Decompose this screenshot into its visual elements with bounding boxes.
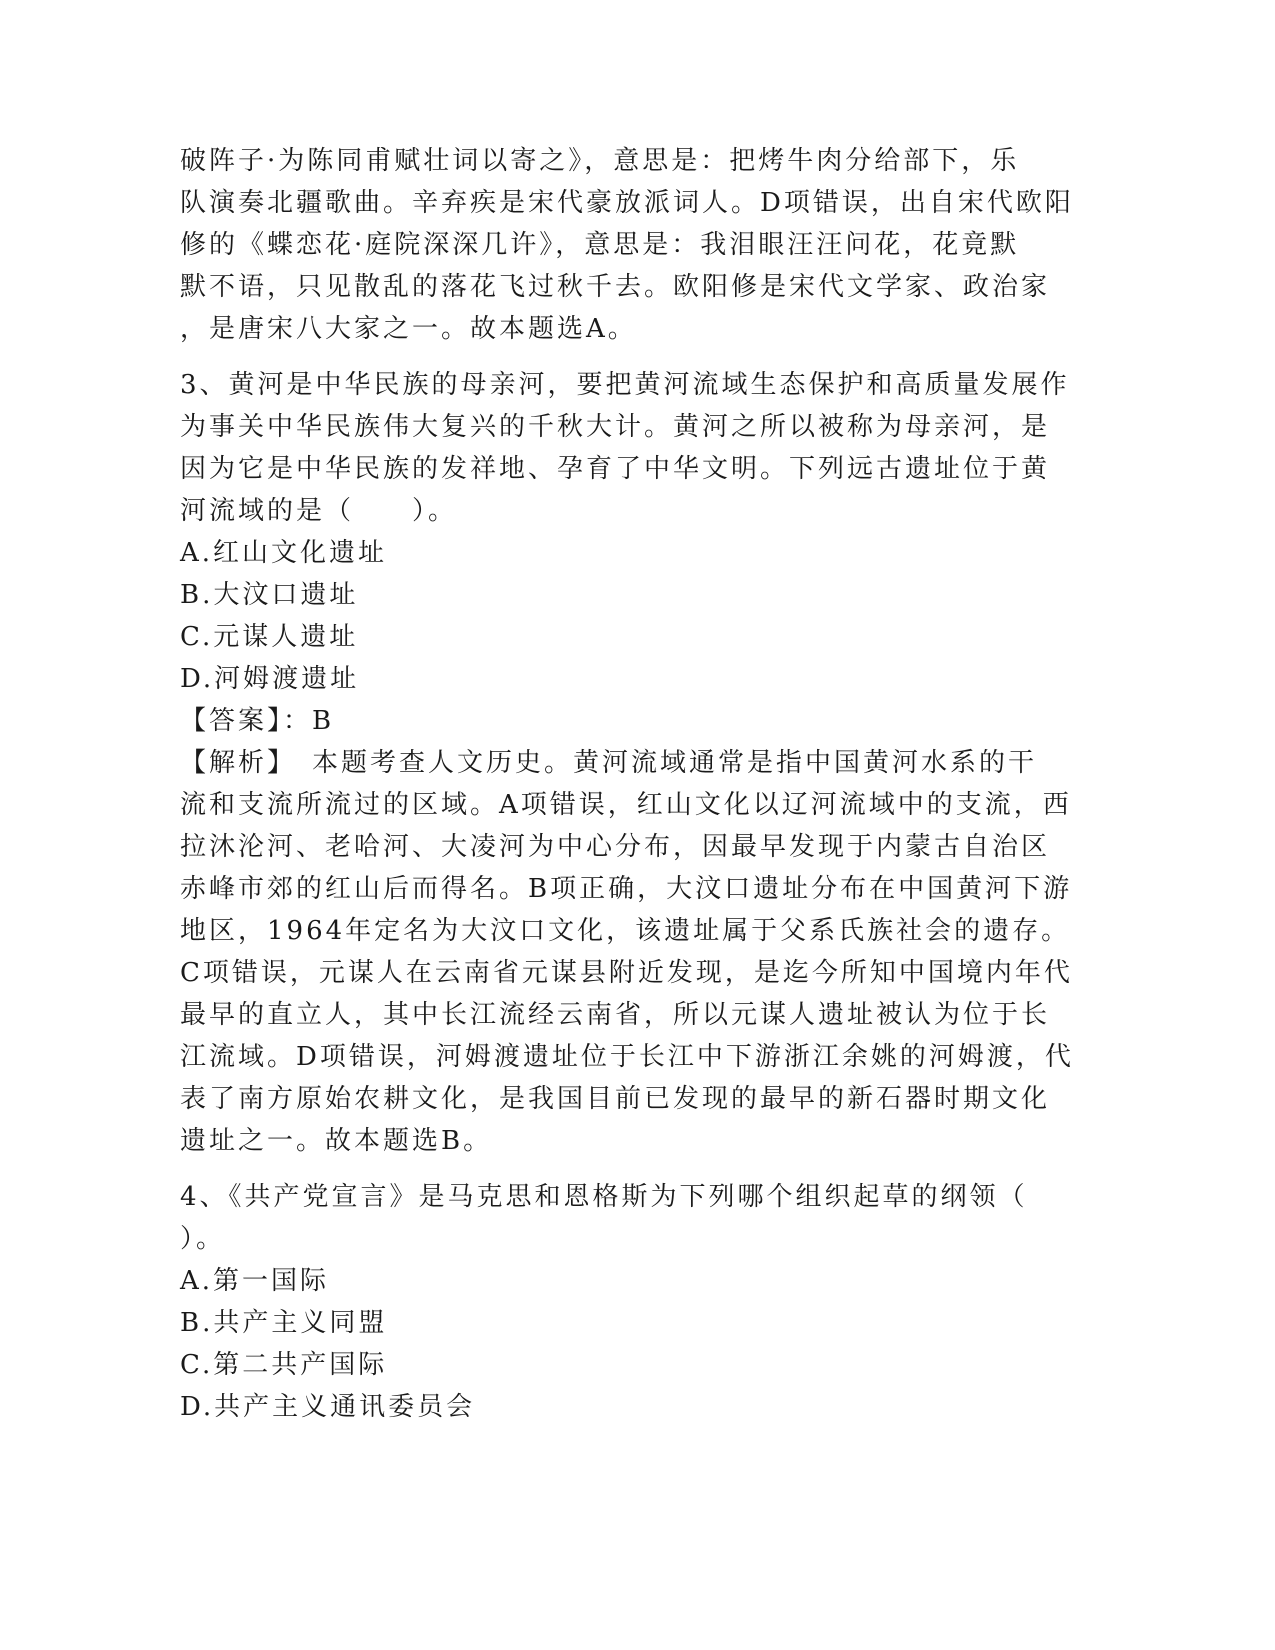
spacer [180, 350, 1040, 364]
analysis-block [180, 742, 1074, 1162]
stem-line: 河流域的是（ ）。 [180, 496, 458, 526]
options-list [180, 1260, 1040, 1428]
document-page [180, 140, 1074, 1428]
stem-line: 因为它是中华民族的发祥地、孕育了中华文明。下列远古遗址位于黄 [180, 454, 1051, 484]
analysis-line: 赤峰市郊的红山后而得名。B项正确，大汶口遗址分布在中国黄河下游 [180, 874, 1073, 904]
analysis-line: 【解析】 本题考查人文历史。黄河流域通常是指中国黄河水系的干 [180, 748, 1038, 778]
option-b: B.大汶口遗址 [180, 580, 359, 610]
analysis-line: C项错误，元谋人在云南省元谋县附近发现，是迄今所知中国境内年代 [180, 958, 1073, 988]
answer-line: 【答案】：B [180, 706, 335, 736]
option-b: B.共产主义同盟 [180, 1308, 388, 1338]
option-d: D.共产主义通讯委员会 [180, 1392, 476, 1422]
analysis-line: 遗址之一。故本题选B。 [180, 1126, 493, 1156]
option-a: A.红山文化遗址 [180, 538, 388, 568]
text-line: 队演奏北疆歌曲。辛弃疾是宋代豪放派词人。D项错误，出自宋代欧阳 [180, 188, 1074, 218]
stem-line: 4、《共产党宣言》是马克思和恩格斯为下列哪个组织起草的纲领（ [180, 1182, 1028, 1212]
question-4 [180, 1176, 1040, 1428]
text-line: 破阵子·为陈同甫赋壮词以寄之》，意思是：把烤牛肉分给部下，乐 [180, 146, 1020, 176]
text-line: 修的《蝶恋花·庭院深深几许》，意思是：我泪眼汪汪问花，花竟默 [180, 230, 1020, 260]
stem-line: 为事关中华民族伟大复兴的千秋大计。黄河之所以被称为母亲河，是 [180, 412, 1051, 442]
question-stem [180, 364, 1070, 532]
option-d: D.河姆渡遗址 [180, 664, 360, 694]
stem-line: 3、黄河是中华民族的母亲河，要把黄河流域生态保护和高质量发展作 [180, 370, 1070, 400]
option-c: C.元谋人遗址 [180, 622, 359, 652]
spacer [180, 1162, 1040, 1176]
option-c: C.第二共产国际 [180, 1350, 388, 1380]
text-line: ，是唐宋八大家之一。故本题选A。 [180, 314, 637, 344]
analysis-line: 流和支流所流过的区域。A项错误，红山文化以辽河流域中的支流，西 [180, 790, 1072, 820]
analysis-line: 江流域。D项错误，河姆渡遗址位于长江中下游浙江余姚的河姆渡，代 [180, 1042, 1074, 1072]
question-3 [180, 364, 1074, 1162]
question-stem [180, 1176, 1040, 1260]
analysis-line: 拉沐沦河、老哈河、大凌河为中心分布，因最早发现于内蒙古自治区 [180, 832, 1051, 862]
analysis-line: 地区，1964年定名为大汶口文化，该遗址属于父系氏族社会的遗存。 [180, 916, 1071, 946]
question-2-analysis-tail [180, 140, 1074, 350]
text-line: 默不语，只见散乱的落花飞过秋千去。欧阳修是宋代文学家、政治家 [180, 272, 1051, 302]
options-list [180, 532, 1040, 700]
analysis-line: 最早的直立人，其中长江流经云南省，所以元谋人遗址被认为位于长 [180, 1000, 1051, 1030]
analysis-line: 表了南方原始农耕文化，是我国目前已发现的最早的新石器时期文化 [180, 1084, 1051, 1114]
stem-line: ）。 [180, 1224, 226, 1254]
option-a: A.第一国际 [180, 1266, 330, 1296]
